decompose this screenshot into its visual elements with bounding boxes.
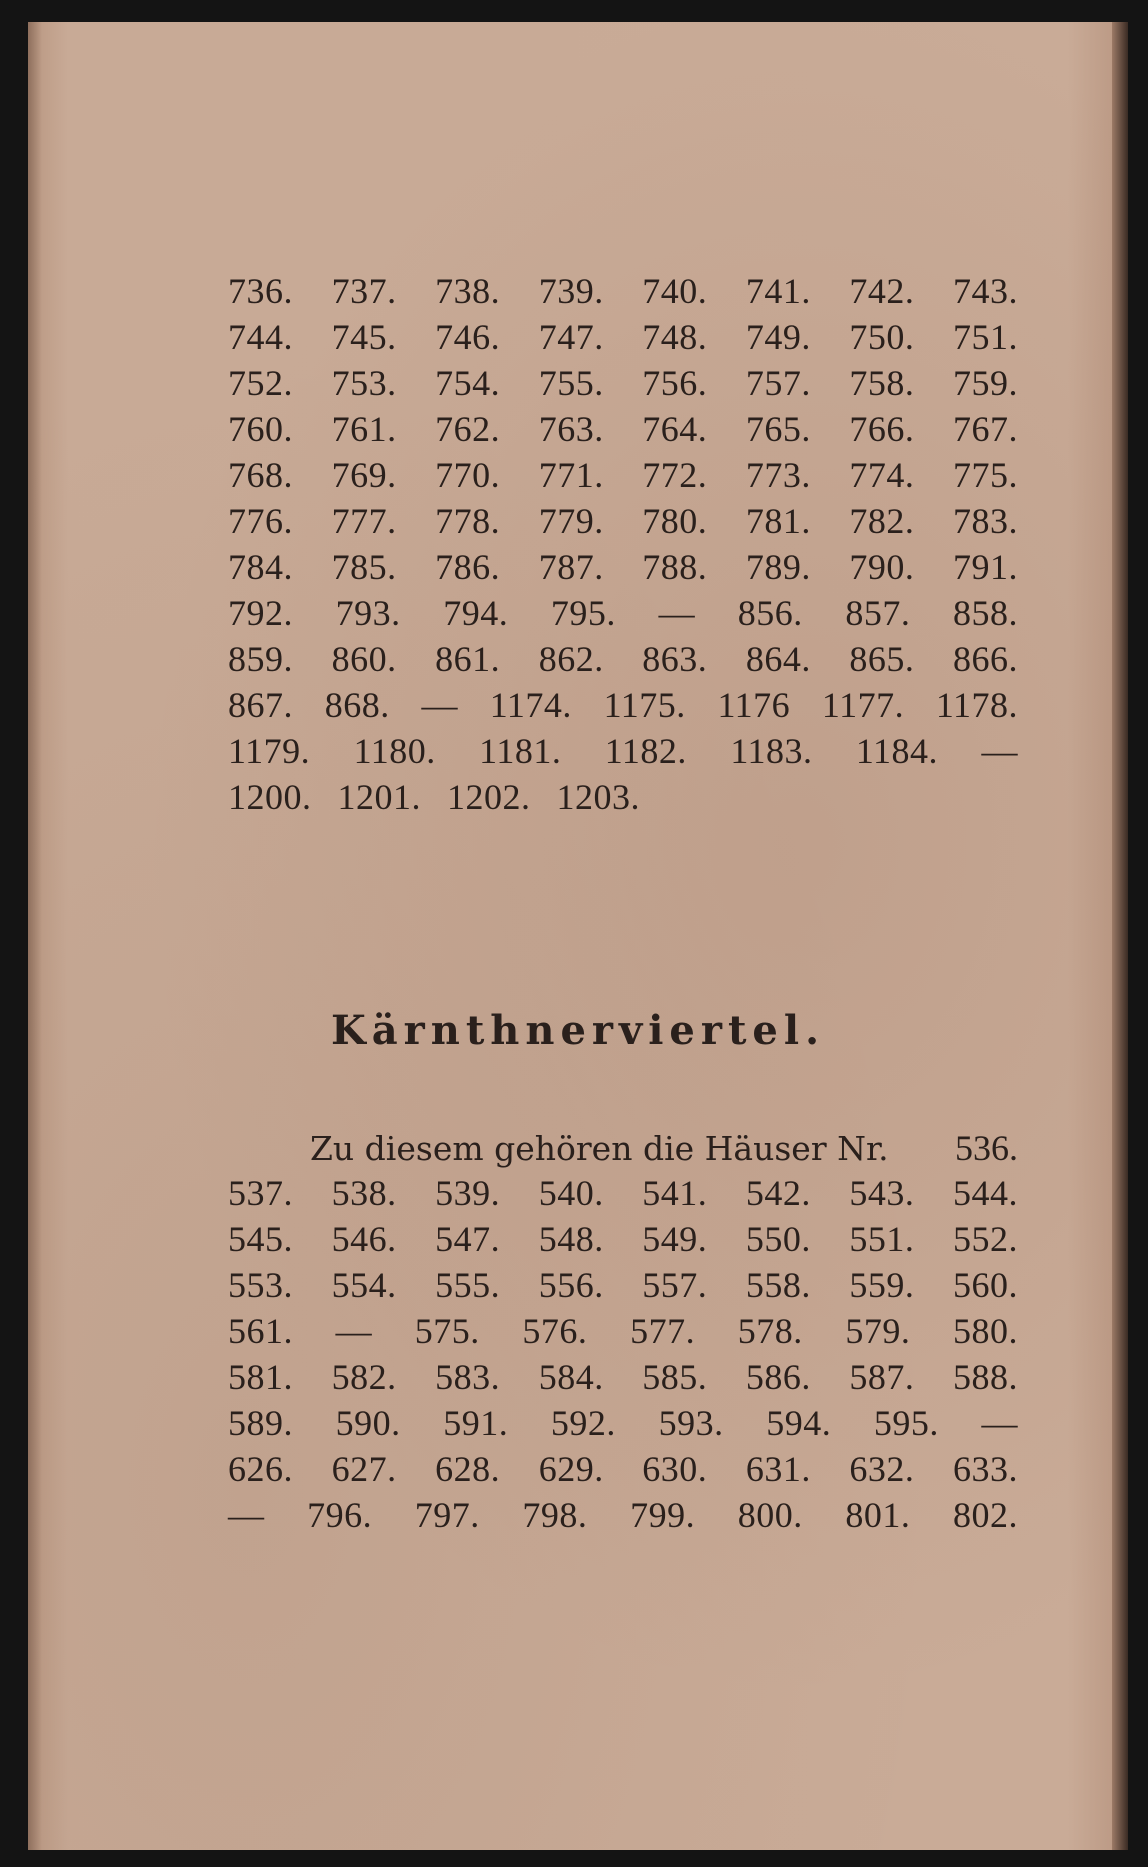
house-number: 627. (331, 1449, 397, 1489)
house-number: 575. (414, 1311, 480, 1351)
house-number: 555. (435, 1265, 501, 1305)
house-number: 790. (849, 547, 915, 587)
house-number: 771. (538, 455, 604, 495)
house-number: 545. (228, 1219, 293, 1259)
house-number: 778. (435, 501, 501, 541)
house-number: 548. (538, 1219, 604, 1259)
house-number: 744. (228, 317, 293, 357)
number-line (228, 316, 1018, 364)
house-number: 1202. (447, 777, 531, 817)
house-number: 802. (952, 1495, 1018, 1535)
house-number: 753. (331, 363, 397, 403)
house-number: 860. (331, 639, 397, 679)
house-number: 547. (435, 1219, 501, 1259)
house-number: 1180. (353, 731, 436, 771)
house-number: 595. (873, 1403, 939, 1443)
house-number: 556. (538, 1265, 604, 1305)
house-number: 549. (642, 1219, 708, 1259)
house-number: 774. (849, 455, 915, 495)
house-number: 785. (331, 547, 397, 587)
house-number: 579. (845, 1311, 911, 1351)
house-number: 754. (435, 363, 501, 403)
house-number: 540. (538, 1173, 604, 1213)
house-number: 578. (737, 1311, 803, 1351)
house-number: 769. (331, 455, 397, 495)
house-number: 763. (538, 409, 604, 449)
house-number: 797. (414, 1495, 480, 1535)
number-line (228, 270, 1018, 318)
house-number: 542. (745, 1173, 811, 1213)
house-number: 787. (538, 547, 604, 587)
house-number: 738. (435, 271, 501, 311)
number-line (228, 362, 1018, 410)
house-number: 779. (538, 501, 604, 541)
house-number: 789. (745, 547, 811, 587)
house-number: 541. (642, 1173, 708, 1213)
number-line (228, 592, 1018, 640)
house-number: 762. (435, 409, 501, 449)
house-number: — (981, 731, 1018, 771)
house-number: 585. (642, 1357, 708, 1397)
house-number: 776. (228, 501, 293, 541)
house-number: 861. (435, 639, 501, 679)
house-number: 796. (307, 1495, 373, 1535)
number-line (228, 1402, 1018, 1450)
house-number: 758. (849, 363, 915, 403)
house-number: 788. (642, 547, 708, 587)
number-line (228, 638, 1018, 686)
house-number: — (981, 1403, 1018, 1443)
page-edge-shadow (28, 22, 42, 1850)
house-number: 543. (849, 1173, 915, 1213)
book-spine (1112, 22, 1128, 1850)
house-number: 1200. (228, 777, 312, 817)
house-number: 553. (228, 1265, 293, 1305)
house-number: — (335, 1311, 373, 1351)
house-number: 795. (550, 593, 616, 633)
house-number: 783. (952, 501, 1018, 541)
house-number: 752. (228, 363, 293, 403)
house-number: 856. (737, 593, 803, 633)
house-number: 737. (331, 271, 397, 311)
house-number: — (658, 593, 696, 633)
house-number: 577. (630, 1311, 696, 1351)
number-line (228, 730, 1018, 778)
house-number: 862. (538, 639, 604, 679)
house-number: 800. (737, 1495, 803, 1535)
house-number: 793. (335, 593, 401, 633)
house-number: 794. (443, 593, 509, 633)
house-number: 1203. (556, 777, 640, 817)
number-line (228, 1310, 1018, 1358)
house-number: 1201. (337, 777, 421, 817)
house-number: 583. (435, 1357, 501, 1397)
house-number: 631. (745, 1449, 811, 1489)
house-number: 587. (849, 1357, 915, 1397)
house-number: 554. (331, 1265, 397, 1305)
house-number: 552. (952, 1219, 1018, 1259)
house-number: 1183. (730, 731, 813, 771)
house-number: 632. (849, 1449, 915, 1489)
house-number: — (228, 1495, 265, 1535)
house-number: 865. (849, 639, 915, 679)
house-number: 743. (952, 271, 1018, 311)
house-number: 1179. (228, 731, 311, 771)
house-number: 539. (435, 1173, 501, 1213)
house-number: 745. (331, 317, 397, 357)
number-line (228, 1264, 1018, 1312)
house-number: 593. (658, 1403, 724, 1443)
house-number: 780. (642, 501, 708, 541)
number-line (228, 1218, 1018, 1266)
house-number: 538. (331, 1173, 397, 1213)
house-number: 751. (952, 317, 1018, 357)
house-number: 558. (745, 1265, 811, 1305)
house-number: 740. (642, 271, 708, 311)
house-number: 798. (522, 1495, 588, 1535)
house-number: 777. (331, 501, 397, 541)
house-number: 1175. (603, 685, 686, 725)
house-number: 592. (550, 1403, 616, 1443)
house-number: 765. (745, 409, 811, 449)
house-number: 748. (642, 317, 708, 357)
house-number: 550. (745, 1219, 811, 1259)
house-number: 557. (642, 1265, 708, 1305)
house-number: 736. (228, 271, 293, 311)
number-line (228, 776, 1018, 824)
house-number: 586. (745, 1357, 811, 1397)
number-line (228, 408, 1018, 456)
house-number: 767. (952, 409, 1018, 449)
house-number: 560. (952, 1265, 1018, 1305)
number-line (228, 1356, 1018, 1404)
number-line (228, 500, 1018, 548)
house-number: 589. (228, 1403, 293, 1443)
house-number: 580. (952, 1311, 1018, 1351)
house-number: 588. (952, 1357, 1018, 1397)
house-number: 584. (538, 1357, 604, 1397)
house-number: 867. (228, 685, 293, 725)
house-number: 755. (538, 363, 604, 403)
house-number: 864. (745, 639, 811, 679)
house-number: 629. (538, 1449, 604, 1489)
number-line (228, 1494, 1018, 1542)
house-number: 739. (538, 271, 604, 311)
section-intro-line (310, 1127, 1018, 1175)
house-number: 866. (952, 639, 1018, 679)
house-number: 576. (522, 1311, 588, 1351)
house-number: 775. (952, 455, 1018, 495)
house-number: 633. (952, 1449, 1018, 1489)
house-number: 747. (538, 317, 604, 357)
section-heading: Kärnthnerviertel. (330, 1007, 825, 1054)
house-number: 786. (435, 547, 501, 587)
house-number: 761. (331, 409, 397, 449)
house-number: 760. (228, 409, 293, 449)
house-number: 858. (952, 593, 1018, 633)
number-line (228, 684, 1018, 732)
house-number: 750. (849, 317, 915, 357)
house-number: 1178. (935, 685, 1018, 725)
house-number: 791. (952, 547, 1018, 587)
house-number: 781. (745, 501, 811, 541)
house-number: 630. (642, 1449, 708, 1489)
house-number: 857. (845, 593, 911, 633)
house-number: 581. (228, 1357, 293, 1397)
house-number: 859. (228, 639, 293, 679)
house-number: 1177. (821, 685, 905, 725)
house-number: 1176 (717, 685, 791, 725)
house-number: 759. (952, 363, 1018, 403)
house-number: 537. (228, 1173, 293, 1213)
house-number: 756. (642, 363, 708, 403)
house-number: 1184. (855, 731, 939, 771)
house-number: 544. (952, 1173, 1018, 1213)
house-number: 868. (324, 685, 390, 725)
house-number: 773. (745, 455, 811, 495)
house-number: 741. (745, 271, 811, 311)
house-number: 1182. (604, 731, 687, 771)
house-number: 749. (745, 317, 811, 357)
house-number: 1174. (489, 685, 572, 725)
house-number: 792. (228, 593, 293, 633)
house-number: 594. (766, 1403, 832, 1443)
house-number: 546. (331, 1219, 397, 1259)
house-number: 551. (849, 1219, 915, 1259)
intro-first-number: 536. (955, 1128, 1018, 1168)
house-number: 591. (443, 1403, 509, 1443)
number-line (228, 1172, 1018, 1220)
house-number: 742. (849, 271, 915, 311)
house-number: 559. (849, 1265, 915, 1305)
house-number: 626. (228, 1449, 293, 1489)
house-number: 628. (435, 1449, 501, 1489)
intro-text: Zu diesem gehören die Häuser Nr. (310, 1129, 889, 1168)
house-number: 772. (642, 455, 708, 495)
number-line (228, 454, 1018, 502)
house-number: 784. (228, 547, 293, 587)
house-number: 582. (331, 1357, 397, 1397)
house-number: 770. (435, 455, 501, 495)
house-number: 590. (335, 1403, 401, 1443)
house-number: 1181. (479, 731, 562, 771)
house-number: 801. (845, 1495, 911, 1535)
number-line (228, 1448, 1018, 1496)
house-number: 863. (642, 639, 708, 679)
house-number: 757. (745, 363, 811, 403)
house-number: 768. (228, 455, 293, 495)
house-number: 799. (630, 1495, 696, 1535)
house-number: 746. (435, 317, 501, 357)
house-number: 766. (849, 409, 915, 449)
number-line (228, 546, 1018, 594)
house-number: — (421, 685, 458, 725)
house-number: 764. (642, 409, 708, 449)
house-number: 782. (849, 501, 915, 541)
house-number: 561. (228, 1311, 293, 1351)
book-page (28, 22, 1128, 1850)
